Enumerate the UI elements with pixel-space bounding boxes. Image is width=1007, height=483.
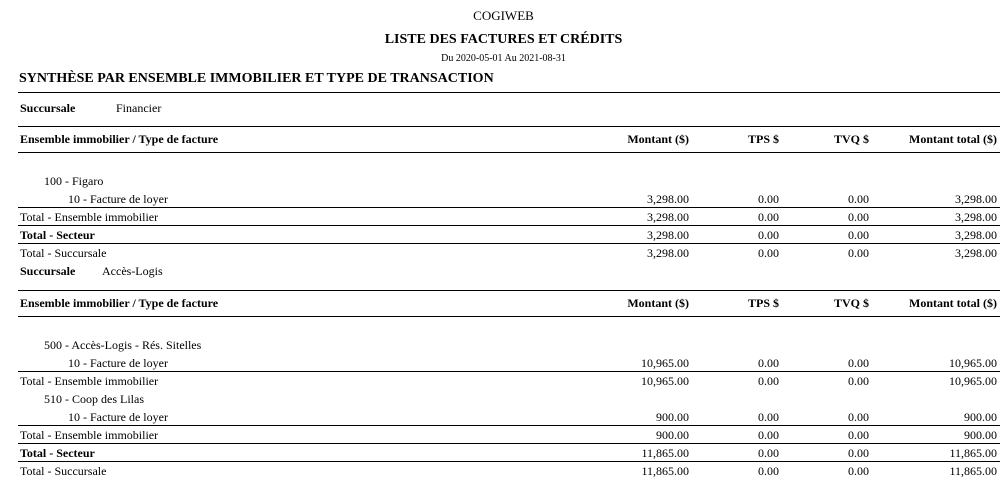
total-succursale-label: Total - Succursale bbox=[20, 246, 107, 260]
company-name: COGIWEB bbox=[473, 8, 534, 23]
montant-value: 3,298.00 bbox=[647, 228, 689, 242]
col-total-header: Montant total ($) bbox=[909, 132, 997, 146]
tps-value: 0.00 bbox=[758, 410, 779, 424]
tps-value: 0.00 bbox=[758, 356, 779, 370]
tvq-value: 0.00 bbox=[848, 192, 869, 206]
montant-value: 900.00 bbox=[656, 410, 689, 424]
total-secteur-row bbox=[0, 445, 1007, 461]
row-divider bbox=[18, 243, 1000, 244]
row-divider bbox=[18, 461, 1000, 462]
total-value: 10,965.00 bbox=[949, 374, 997, 388]
total-ensemble-row bbox=[0, 209, 1007, 225]
succursale-name: Accès-Logis bbox=[102, 264, 163, 278]
tvq-value: 0.00 bbox=[848, 464, 869, 478]
tps-value: 0.00 bbox=[758, 210, 779, 224]
total-value: 3,298.00 bbox=[955, 246, 997, 260]
total-value: 3,298.00 bbox=[955, 210, 997, 224]
column-header-bottom-line bbox=[18, 316, 1000, 317]
total-value: 3,298.00 bbox=[955, 228, 997, 242]
column-header-bottom-line bbox=[18, 152, 1000, 153]
tps-value: 0.00 bbox=[758, 228, 779, 242]
row-divider bbox=[18, 443, 1000, 444]
ensemble-name: 100 - Figaro bbox=[44, 174, 104, 188]
succursale-name: Financier bbox=[116, 101, 162, 115]
total-value: 900.00 bbox=[964, 428, 997, 442]
tps-value: 0.00 bbox=[758, 464, 779, 478]
ensemble-row bbox=[0, 391, 1007, 407]
succursale-row bbox=[0, 263, 1007, 279]
col-montant-header: Montant ($) bbox=[627, 132, 689, 146]
row-divider bbox=[18, 371, 1000, 372]
succursale-label: Succursale bbox=[20, 264, 76, 278]
montant-value: 11,865.00 bbox=[641, 446, 689, 460]
tvq-value: 0.00 bbox=[848, 446, 869, 460]
total-succursale-label: Total - Succursale bbox=[20, 464, 107, 478]
montant-value: 900.00 bbox=[656, 428, 689, 442]
row-divider bbox=[18, 207, 1000, 208]
total-value: 900.00 bbox=[964, 410, 997, 424]
ensemble-row bbox=[0, 337, 1007, 353]
total-value: 11,865.00 bbox=[949, 446, 997, 460]
invoice-type-row bbox=[0, 191, 1007, 207]
total-secteur-label: Total - Secteur bbox=[20, 228, 95, 242]
row-divider bbox=[18, 225, 1000, 226]
tvq-value: 0.00 bbox=[848, 356, 869, 370]
invoice-type-row bbox=[0, 355, 1007, 371]
total-secteur-label: Total - Secteur bbox=[20, 446, 95, 460]
col-tvq-header: TVQ $ bbox=[833, 296, 869, 310]
tps-value: 0.00 bbox=[758, 192, 779, 206]
subtitle-divider bbox=[18, 92, 1000, 93]
tps-value: 0.00 bbox=[758, 428, 779, 442]
column-header-row bbox=[0, 295, 1007, 311]
tvq-value: 0.00 bbox=[848, 246, 869, 260]
total-ensemble-row bbox=[0, 427, 1007, 443]
tvq-value: 0.00 bbox=[848, 210, 869, 224]
total-ensemble-label: Total - Ensemble immobilier bbox=[20, 428, 159, 442]
col-tps-header: TPS $ bbox=[747, 132, 779, 146]
montant-value: 11,865.00 bbox=[641, 464, 689, 478]
montant-value: 3,298.00 bbox=[647, 246, 689, 260]
col-ensemble-header: Ensemble immobilier / Type de facture bbox=[20, 296, 219, 310]
total-ensemble-row bbox=[0, 373, 1007, 389]
ensemble-row bbox=[0, 173, 1007, 189]
column-header-top-line bbox=[18, 290, 1000, 291]
tps-value: 0.00 bbox=[758, 374, 779, 388]
col-ensemble-header: Ensemble immobilier / Type de facture bbox=[20, 132, 219, 146]
total-ensemble-label: Total - Ensemble immobilier bbox=[20, 374, 159, 388]
total-secteur-row bbox=[0, 227, 1007, 243]
montant-value: 3,298.00 bbox=[647, 192, 689, 206]
total-succursale-row bbox=[0, 245, 1007, 261]
montant-value: 10,965.00 bbox=[641, 374, 689, 388]
invoice-type: 10 - Facture de loyer bbox=[68, 410, 168, 424]
col-tvq-header: TVQ $ bbox=[833, 132, 869, 146]
invoice-type-row bbox=[0, 409, 1007, 425]
tvq-value: 0.00 bbox=[848, 374, 869, 388]
total-value: 10,965.00 bbox=[949, 356, 997, 370]
tvq-value: 0.00 bbox=[848, 410, 869, 424]
col-montant-header: Montant ($) bbox=[627, 296, 689, 310]
total-value: 11,865.00 bbox=[949, 464, 997, 478]
succursale-label: Succursale bbox=[20, 101, 76, 115]
montant-value: 3,298.00 bbox=[647, 210, 689, 224]
montant-value: 10,965.00 bbox=[641, 356, 689, 370]
report-period: Du 2020-05-01 Au 2021-08-31 bbox=[441, 53, 566, 64]
report-title: LISTE DES FACTURES ET CRÉDITS bbox=[384, 32, 623, 47]
total-value: 3,298.00 bbox=[955, 192, 997, 206]
row-divider bbox=[18, 425, 1000, 426]
column-header-top-line bbox=[18, 126, 1000, 127]
ensemble-name: 500 - Accès-Logis - Rés. Sitelles bbox=[44, 338, 202, 352]
succursale-row bbox=[0, 100, 1007, 116]
total-ensemble-label: Total - Ensemble immobilier bbox=[20, 210, 159, 224]
tvq-value: 0.00 bbox=[848, 228, 869, 242]
column-header-row bbox=[0, 131, 1007, 147]
report-subtitle: SYNTHÈSE PAR ENSEMBLE IMMOBILIER ET TYPE DE TRANSACTION bbox=[19, 71, 494, 86]
total-succursale-row bbox=[0, 463, 1007, 479]
col-total-header: Montant total ($) bbox=[909, 296, 997, 310]
tps-value: 0.00 bbox=[758, 246, 779, 260]
ensemble-name: 510 - Coop des Lilas bbox=[44, 392, 144, 406]
tps-value: 0.00 bbox=[758, 446, 779, 460]
invoice-type: 10 - Facture de loyer bbox=[68, 356, 168, 370]
col-tps-header: TPS $ bbox=[747, 296, 779, 310]
tvq-value: 0.00 bbox=[848, 428, 869, 442]
invoice-type: 10 - Facture de loyer bbox=[68, 192, 168, 206]
